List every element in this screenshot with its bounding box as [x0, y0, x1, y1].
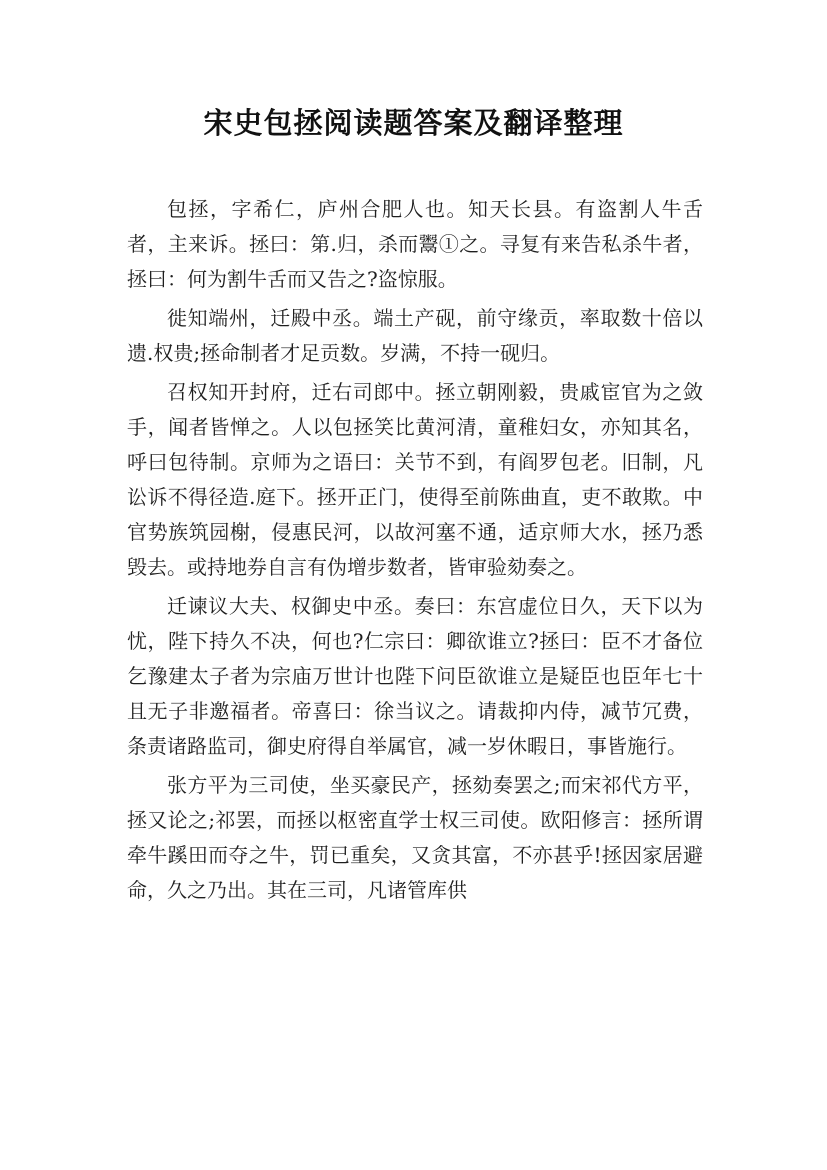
- paragraph-1: 包拯，字希仁，庐州合肥人也。知天长县。有盗割人牛舌者，主来诉。拯曰：第.归，杀而鬻①之。寻复有来告私杀牛者，拯曰：何为割牛舌而又告之?盗惊服。: [127, 197, 703, 291]
- paragraph-3: 召权知开封府，迁右司郎中。拯立朝刚毅，贵戚宦官为之敛手，闻者皆惮之。人以包拯笑比黄河清，童稚妇女，亦知其名，呼曰包待制。京师为之语曰：关节不到，有阎罗包老。旧制，凡讼诉不得径造.庭下。拯开正门，使得至前陈曲直，吏不敢欺。中官势族筑园榭，侵惠民河，以故河塞不通，适京师大水，拯乃悉毁去。或持地券自言有伪增步数者，皆审验劾奏之。: [127, 380, 703, 579]
- paragraph-2: 徙知端州，迁殿中丞。端土产砚，前守缘贡，率取数十倍以遗.权贵;拯命制者才足贡数。岁满，不持一砚归。: [127, 306, 703, 365]
- document-body: [127, 192, 703, 912]
- paragraph-4: 迁谏议大夫、权御史中丞。奏曰：东宫虚位日久，天下以为忧，陛下持久不决，何也?仁宗曰：卿欲谁立?拯曰：臣不才备位乞豫建太子者为宗庙万世计也陛下问臣欲谁立是疑臣也臣年七十且无子非邀福者。帝喜曰：徐当议之。请裁抑内侍，减节冗费，条责诸路监司，御史府得自举属官，减一岁休暇日，事皆施行。: [127, 594, 703, 758]
- paragraph-5: 张方平为三司使，坐买豪民产，拯劾奏罢之;而宋祁代方平，拯又论之;祁罢，而拯以枢密直学士权三司使。欧阳修言：拯所谓牵牛蹊田而夺之牛，罚已重矣，又贪其富，不亦甚乎!拯因家居避命，久之乃出。其在三司，凡诸管库供: [127, 773, 703, 902]
- document-title: 宋史包拯阅读题答案及翻译整理: [203, 106, 624, 140]
